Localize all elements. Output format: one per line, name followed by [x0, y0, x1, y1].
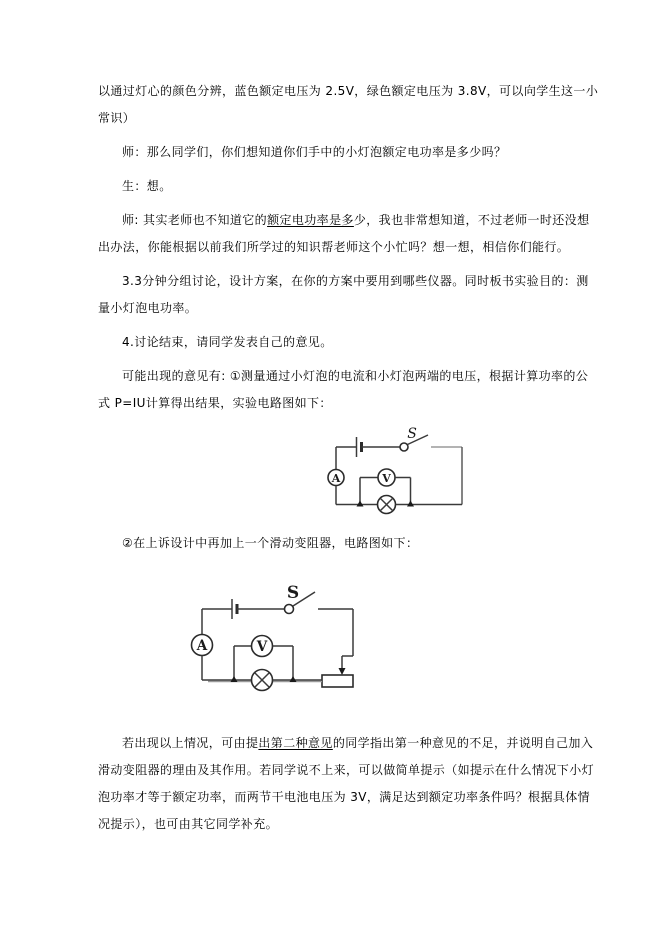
paragraph [98, 268, 589, 322]
switch-label: S [286, 583, 300, 603]
text-segment: 可能出现的意见有: ①测量通过小灯泡的电流和小灯泡两端的电压，根据计算功率的公 [122, 369, 589, 383]
text-segment: 的同学指出第一种意见的不足，并说明自己加入 [332, 736, 594, 750]
underlined-text-segment: 出第二种意见 [258, 736, 333, 750]
underlined-text-segment: 额定电功率是多 [267, 213, 354, 227]
text-line [98, 234, 580, 261]
text-segment: 师: 其实老师也不知道它的 [122, 213, 268, 227]
text-segment: 若出现以上情况，可由提 [122, 736, 259, 750]
circuit-diagram-1 [325, 426, 470, 523]
junction-dot-icon [357, 501, 364, 507]
slider-arrow-icon [339, 656, 346, 675]
text-segment: 式 P=IU计算得出结果，实验电路图如下： [98, 396, 332, 410]
text-segment: 泡功率才等于额定功率，而两节干电池电压为 3V，满足达到额定功率条件吗？根据具体情 [98, 790, 591, 804]
text-line [98, 390, 580, 417]
text-line [98, 363, 589, 390]
text-line [98, 139, 580, 166]
paragraph [98, 173, 580, 200]
text-line [98, 78, 599, 105]
text-segment: 4.讨论结束，请同学发表自己的意见。 [122, 335, 333, 349]
battery-icon [232, 599, 237, 619]
text-segment: 少，我也非常想知道，不过老师一时还没想 [353, 213, 590, 227]
circuit-2-svg [188, 583, 360, 695]
ammeter-icon [192, 635, 213, 656]
text-line [98, 329, 580, 356]
paragraph [98, 363, 589, 417]
ammeter-label: A [331, 472, 341, 485]
text-line [98, 295, 580, 322]
text-line [98, 811, 580, 838]
text-line [98, 730, 594, 757]
battery-icon [357, 437, 362, 457]
circuit-1-svg [325, 426, 470, 523]
ammeter-icon [328, 470, 344, 486]
lamp-icon [252, 670, 273, 691]
text-segment: 生：想。 [122, 179, 172, 193]
junction-dot-icon [231, 676, 238, 682]
voltmeter-icon [252, 636, 273, 657]
text-line [98, 530, 580, 557]
junction-dot-icon [407, 501, 414, 507]
paragraph [98, 329, 580, 356]
text-segment: 量小灯泡电功率。 [98, 301, 198, 315]
text-segment: 以通过灯心的颜色分辨，蓝色额定电压为 2.5V，绿色额定电压为 3.8V，可以向学生这一小 [98, 84, 599, 98]
text-line [98, 173, 580, 200]
paragraph [98, 139, 580, 166]
paragraph [98, 530, 580, 557]
text-line [98, 784, 591, 811]
text-segment: 况提示），也可由其它同学补充。 [98, 817, 279, 831]
text-line [98, 757, 595, 784]
voltmeter-icon [378, 469, 395, 486]
voltmeter-label: V [382, 472, 391, 485]
text-line [98, 207, 590, 234]
paragraph [98, 78, 599, 132]
ammeter-label: A [196, 638, 208, 654]
lamp-icon [378, 496, 396, 514]
text-segment: 3.3分钟分组讨论，设计方案，在你的方案中要用到哪些仪器。同时板书实验目的：测 [122, 274, 589, 288]
voltmeter-label: V [256, 639, 268, 655]
switch-label: S [407, 426, 417, 442]
text-segment: 师：那么同学们，你们想知道你们手中的小灯泡额定电功率是多少吗？ [122, 145, 507, 159]
text-segment: 常识） [98, 111, 136, 125]
circuit-diagram-2 [188, 583, 360, 695]
paragraph [98, 207, 590, 261]
text-line [98, 105, 580, 132]
paragraph [98, 730, 595, 838]
junction-dot-icon [290, 676, 297, 682]
text-segment: 出办法，你能根据以前我们所学过的知识帮老师这个小忙吗？想一想，相信你们能行。 [98, 240, 570, 254]
text-segment: 滑动变阻器的理由及其作用。若同学说不上来，可以做简单提示（如提示在什么情况下小灯 [98, 763, 595, 777]
text-segment: ②在上诉设计中再加上一个滑动变阻器，电路图如下： [122, 536, 419, 550]
rheostat-icon [322, 675, 353, 687]
text-line [98, 268, 589, 295]
